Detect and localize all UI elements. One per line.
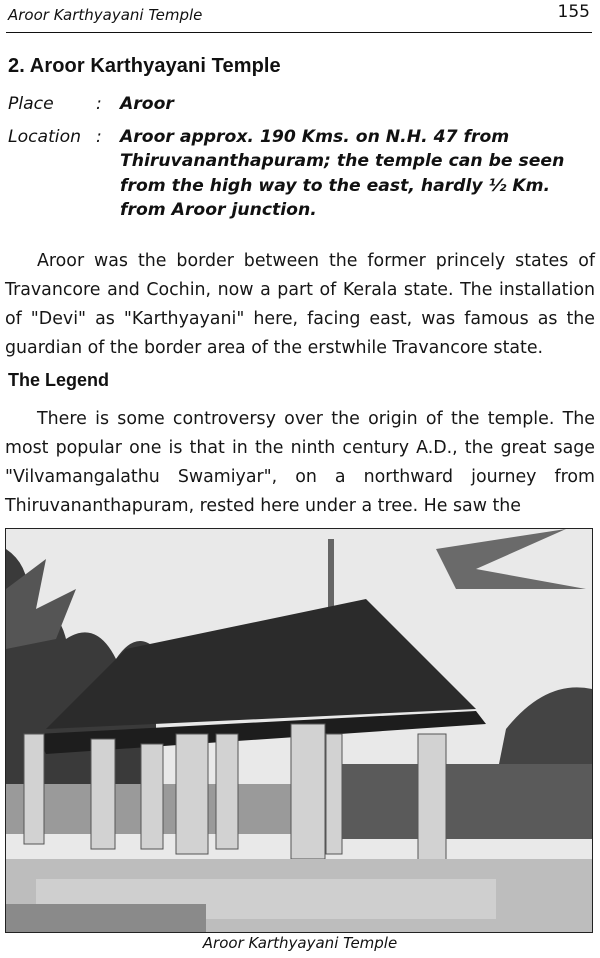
temple-info — [8, 92, 598, 223]
body-paragraph: Aroor was the border between the former princely states of Travancore and Cochin, now a part of Kerala state. The installation of "Devi" as "Karthyayani" here, facing east, was famous as the guardian of the border area of the erstwhile Travancore state. — [5, 251, 595, 358]
section-heading: 2. Aroor Karthyayani Temple — [8, 55, 281, 77]
running-title: Aroor Karthyayani Temple — [8, 6, 203, 24]
legend-heading: The Legend — [8, 370, 110, 390]
figure-caption: Aroor Karthyayani Temple — [202, 934, 398, 952]
temple-photo — [5, 528, 593, 933]
body-paragraph: There is some controversy over the origin of the temple. The most popular one is that in the ninth century A.D., the great sage "Vilvamangalathu Swamiyar", on a northward journey from Thiruvananthapuram, rested here under a tree. He saw the — [5, 409, 595, 516]
location-row — [8, 125, 598, 223]
location-label: Location — [8, 126, 81, 147]
place-value: Aroor — [120, 94, 174, 114]
location-colon: : — [96, 126, 102, 147]
location-value: Aroor approx. 190 Kms. on N.H. 47 from Thiruvananthapuram; the temple can be seen from the high way to the east, hardly ½ Km. from Aroor junction. — [120, 126, 565, 220]
place-colon: : — [96, 94, 102, 114]
place-label: Place — [8, 94, 54, 114]
page-number: 155 — [557, 2, 590, 22]
header-divider — [6, 32, 592, 33]
place-row — [8, 92, 598, 117]
